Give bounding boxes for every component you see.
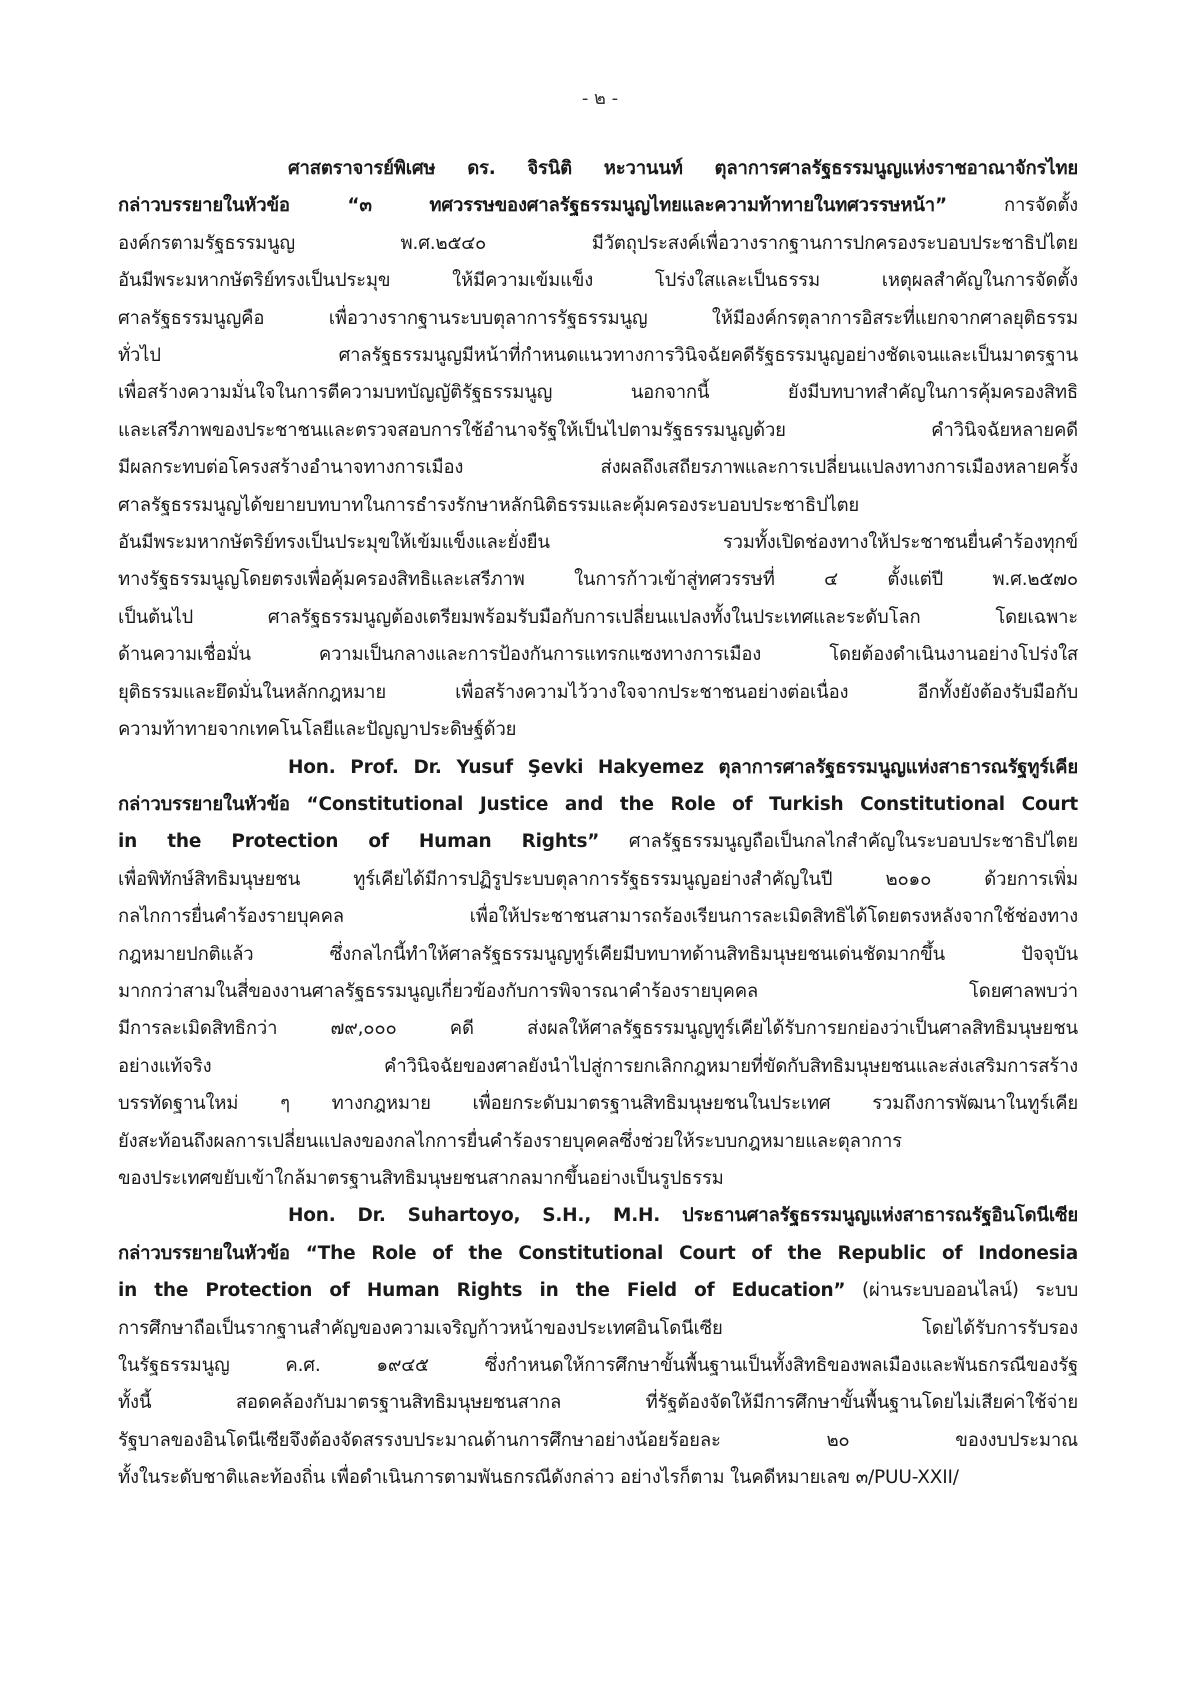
body-text: ทางรัฐธรรมนูญโดยตรงเพื่อคุ้มครองสิทธิและเสรีภาพ ในการก้าวเข้าสู่ทศวรรษที่ ๔ ตั้งแต่ปี พ.ศ.๒๕๗๐ <box>118 569 1078 591</box>
body-text: เป็นต้นไป ศาลรัฐธรรมนูญต้องเตรียมพร้อมรับมือกับการเปลี่ยนแปลงทั้งในประเทศและระดับโลก โดยเฉพาะ <box>118 606 1078 628</box>
body-text: ทั่วไป ศาลรัฐธรรมนูญมีหน้าที่กำหนดแนวทางการวินิจฉัยคดีรัฐธรรมนูญอย่างชัดเจนและเป็นมาตรฐาน <box>118 345 1078 367</box>
body-text: กฎหมายปกติแล้ว ซึ่งกลไกนี้ทำให้ศาลรัฐธรรมนูญทูร์เคียมีบทบาทด้านสิทธิมนุษยชนเด่นชัดมากขึ้น ปัจจุบัน <box>118 943 1078 965</box>
text-line <box>118 561 1078 598</box>
text-line <box>118 861 1078 898</box>
body-text: ความท้าทายจากเทคโนโลยีและปัญญาประดิษฐ์ด้วย <box>118 719 517 741</box>
body-text: ในรัฐธรรมนูญ ค.ศ. ๑๙๔๕ ซึ่งกำหนดให้การศึกษาขั้นพื้นฐานเป็นทั้งสิทธิของพลเมืองและพันธกรณีของรัฐ <box>118 1355 1078 1376</box>
paragraph <box>118 1197 1078 1496</box>
body-text: ศาลรัฐธรรมนูญถือเป็นกลไกสำคัญในระบอบประชาธิปไตย <box>599 831 1078 853</box>
text-line <box>118 1347 1078 1384</box>
text-line <box>118 1272 1078 1309</box>
body-text: บรรทัดฐานใหม่ ๆ ทางกฎหมาย เพื่อยกระดับมาตรฐานสิทธิมนุษยชนในประเทศ รวมถึงการพัฒนาในทูร์เคีย <box>118 1093 1078 1115</box>
text-line <box>118 1123 1078 1160</box>
text-line <box>118 823 1078 860</box>
bold-text: กล่าวบรรยายในหัวข้อ “Constitutional Justice and the Role of Turkish Constitutional Court <box>118 793 1078 815</box>
body-text: เพื่อสร้างความมั่นใจในการตีความบทบัญญัติรัฐธรรมนูญ นอกจากนี้ ยังมีบทบาทสำคัญในการคุ้มครองสิทธิ <box>118 382 1078 404</box>
body-text: ทั้งนี้ สอดคล้องกับมาตรฐานสิทธิมนุษยชนสากล ที่รัฐต้องจัดให้มีการศึกษาขั้นพื้นฐานโดยไม่เสียค่าใช้จ่าย <box>118 1392 1078 1414</box>
paragraph <box>118 749 1078 1198</box>
bold-text: Hon. Dr. Suhartoyo, S.H., M.H. ประธานศาลรัฐธรรมนูญแห่งสาธารณรัฐอินโดนีเซีย <box>288 1205 1078 1227</box>
text-line <box>118 1197 1078 1234</box>
text-line <box>118 1459 1078 1496</box>
body-text: ของประเทศขยับเข้าใกล้มาตรฐานสิทธิมนุษยชนสากลมากขึ้นอย่างเป็นรูปธรรม <box>118 1167 724 1189</box>
text-line <box>118 412 1078 449</box>
text-line <box>118 1235 1078 1272</box>
text-line <box>118 150 1078 187</box>
bold-text: in the Protection of Human Rights in the Field of Education” <box>118 1280 846 1302</box>
body-text: ศาลรัฐธรรมนูญคือ เพื่อวางรากฐานระบบตุลาการรัฐธรรมนูญ ให้มีองค์กรตุลาการอิสระที่แยกจากศาลยุติธรรม <box>118 307 1078 329</box>
body-text: การศึกษาถือเป็นรากฐานสำคัญของความเจริญก้าวหน้าของประเทศอินโดนีเซีย โดยได้รับการรับรอง <box>118 1317 1078 1339</box>
body-text: อันมีพระมหากษัตริย์ทรงเป็นประมุข ให้มีความเข้มแข็ง โปร่งใสและเป็นธรรม เหตุผลสำคัญในการจัดตั้ง <box>118 270 1078 292</box>
page-number: - ๒ - <box>581 88 619 109</box>
text-line <box>118 599 1078 636</box>
bold-text: กล่าวบรรยายในหัวข้อ “The Role of the Constitutional Court of the Republic of Indonesia <box>118 1242 1078 1264</box>
bold-text: in the Protection of Human Rights” <box>118 831 600 853</box>
text-line <box>118 1310 1078 1347</box>
body-text: การจัดตั้ง <box>946 195 1078 217</box>
body-text: ยุติธรรมและยึดมั่นในหลักกฎหมาย เพื่อสร้างความไว้วางใจจากประชาชนอย่างต่อเนื่อง อีกทั้งยังต้องรับมือกับ <box>118 681 1078 703</box>
bold-text: Hon. Prof. Dr. Yusuf Şevki Hakyemez ตุลาการศาลรัฐธรรมนูญแห่งสาธารณรัฐทูร์เคีย <box>288 756 1078 778</box>
body-text: อันมีพระมหากษัตริย์ทรงเป็นประมุขให้เข้มแข็งและยั่งยืน รวมทั้งเปิดช่องทางให้ประชาชนยื่นคำร้องทุกข์ <box>118 532 1078 554</box>
text-line <box>118 1384 1078 1421</box>
body-text: ทั้งในระดับชาติและท้องถิ่น เพื่อดำเนินการตามพันธกรณีดังกล่าว อย่างไรก็ตาม ในคดีหมายเลข ๓/PUU-XXII/ <box>118 1467 959 1489</box>
text-line <box>118 524 1078 561</box>
text-line <box>118 187 1078 224</box>
body-text: เพื่อพิทักษ์สิทธิมนุษยชน ทูร์เคียได้มีการปฏิรูประบบตุลาการรัฐธรรมนูญอย่างสำคัญในปี ๒๐๑๐ ด้วยการเพิ่ม <box>118 868 1078 890</box>
text-line <box>118 936 1078 973</box>
text-line <box>118 711 1078 748</box>
text-line <box>118 973 1078 1010</box>
body-text: อย่างแท้จริง คำวินิจฉัยของศาลยังนำไปสู่การยกเลิกกฎหมายที่ขัดกับสิทธิมนุษยชนและส่งเสริมการสร้าง <box>118 1055 1078 1077</box>
text-line <box>118 636 1078 673</box>
body-text: ยังสะท้อนถึงผลการเปลี่ยนแปลงของกลไกการยื่นคำร้องรายบุคคลซึ่งช่วยให้ระบบกฎหมายและตุลาการ <box>118 1130 902 1152</box>
paragraph <box>118 150 1078 749</box>
text-line <box>118 487 1078 524</box>
text-line <box>118 786 1078 823</box>
body-text: ศาลรัฐธรรมนูญได้ขยายบทบาทในการธำรงรักษาหลักนิติธรรมและคุ้มครองระบอบประชาธิปไตย <box>118 494 860 516</box>
bold-text: กล่าวบรรยายในหัวข้อ “๓ ทศวรรษของศาลรัฐธรรมนูญไทยและความท้าทายในทศวรรษหน้า” <box>118 195 947 217</box>
body-text: กลไกการยื่นคำร้องรายบุคคล เพื่อให้ประชาชนสามารถร้องเรียนการละเมิดสิทธิได้โดยตรงหลังจากใช้ช่องทาง <box>118 906 1078 928</box>
body-text: (ผ่านระบบออนไลน์) ระบบ <box>845 1280 1078 1302</box>
text-line <box>118 449 1078 486</box>
text-line <box>118 374 1078 411</box>
text-line <box>118 898 1078 935</box>
body-text: มีการละเมิดสิทธิกว่า ๗๙,๐๐๐ คดี ส่งผลให้ศาลรัฐธรรมนูญทูร์เคียได้รับการยกย่องว่าเป็นศาลสิทธิมนุษยชน <box>118 1018 1078 1040</box>
text-line <box>118 1085 1078 1122</box>
body-text: องค์กรตามรัฐธรรมนูญ พ.ศ.๒๕๔๐ มีวัตถุประสงค์เพื่อวางรากฐานการปกครองระบอบประชาธิปไตย <box>118 232 1078 254</box>
document-body <box>118 150 1078 1497</box>
text-line <box>118 262 1078 299</box>
body-text: รัฐบาลของอินโดนีเซียจึงต้องจัดสรรงบประมาณด้านการศึกษาอย่างน้อยร้อยละ ๒๐ ของงบประมาณ <box>118 1429 1078 1451</box>
text-line <box>118 1010 1078 1047</box>
text-line <box>118 225 1078 262</box>
body-text: มากกว่าสามในสี่ของงานศาลรัฐธรรมนูญเกี่ยวข้องกับการพิจารณาคำร้องรายบุคคล โดยศาลพบว่า <box>118 980 1078 1002</box>
body-text: มีผลกระทบต่อโครงสร้างอำนาจทางการเมือง ส่งผลถึงเสถียรภาพและการเปลี่ยนแปลงทางการเมืองหลายครั้ง <box>118 457 1078 479</box>
bold-text: ศาสตราจารย์พิเศษ ดร. จิรนิติ หะวานนท์ ตุลาการศาลรัฐธรรมนูญแห่งราชอาณาจักรไทย <box>288 158 1078 179</box>
body-text: ด้านความเชื่อมั่น ความเป็นกลางและการป้องกันการแทรกแซงทางการเมือง โดยต้องดำเนินงานอย่างโปร่งใส <box>118 644 1078 666</box>
text-line <box>118 1160 1078 1197</box>
text-line <box>118 1422 1078 1459</box>
text-line <box>118 337 1078 374</box>
text-line <box>118 749 1078 786</box>
text-line <box>118 674 1078 711</box>
text-line <box>118 1048 1078 1085</box>
text-line <box>118 300 1078 337</box>
body-text: และเสรีภาพของประชาชนและตรวจสอบการใช้อำนาจรัฐให้เป็นไปตามรัฐธรรมนูญด้วย คำวินิจฉัยหลายคดี <box>118 419 1078 441</box>
